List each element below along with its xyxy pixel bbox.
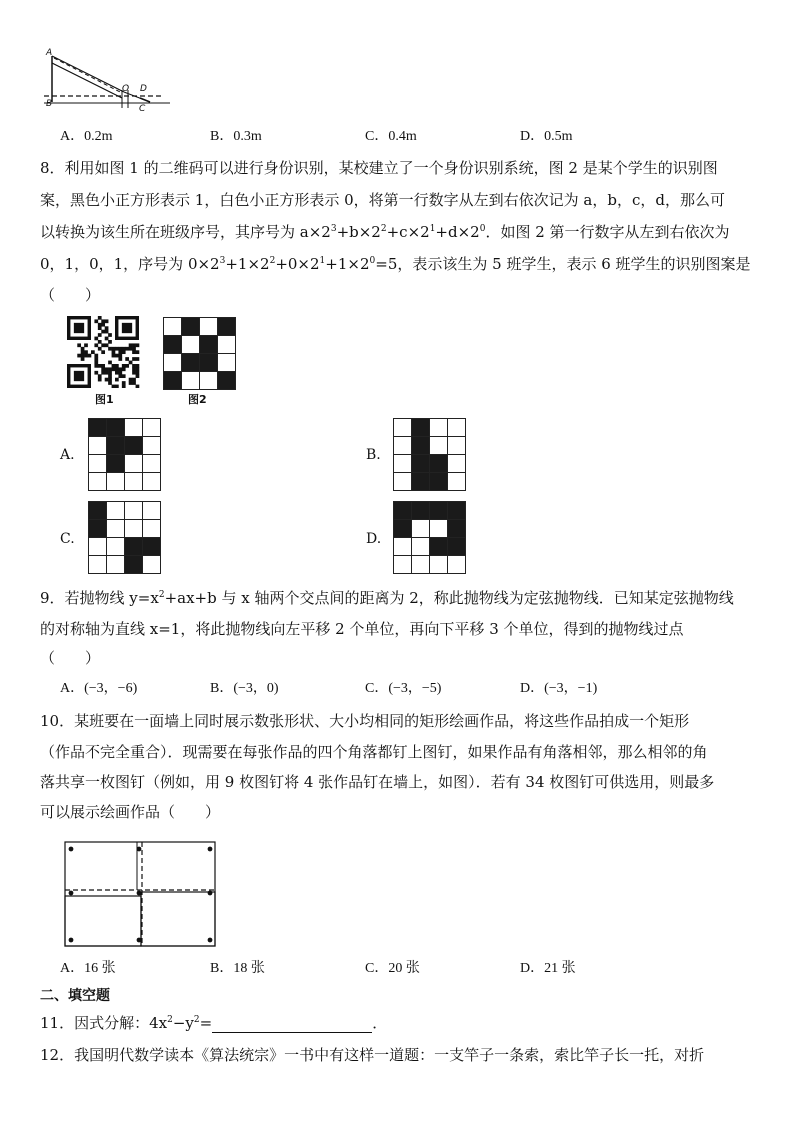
pattern-cell	[430, 473, 447, 490]
pattern-cell	[125, 538, 142, 555]
q7-option-d[interactable]: D．0.5m	[520, 129, 573, 144]
pattern-cell	[412, 473, 429, 490]
pattern-cell	[448, 473, 465, 490]
pattern-cell	[448, 455, 465, 472]
pattern-cell	[164, 372, 181, 389]
pattern-cell	[107, 437, 124, 454]
pattern-cell	[412, 437, 429, 454]
fig2-pattern-grid	[163, 317, 236, 390]
pattern-cell	[89, 419, 106, 436]
pattern-cell	[125, 556, 142, 573]
q7-label-D: D	[140, 84, 147, 94]
pattern-cell	[107, 556, 124, 573]
q8-line-1: 8．利用如图 1 的二维码可以进行身份识别，某校建立了一个身份识别系统，图 2 是某个学生的识别图	[40, 159, 718, 177]
pattern-cell	[412, 455, 429, 472]
q11-answer-blank[interactable]	[212, 1018, 372, 1033]
pattern-cell	[89, 520, 106, 537]
q10-line-4: 可以展示绘画作品（ ）	[40, 803, 221, 821]
q7-figure	[42, 46, 172, 118]
pattern-cell	[89, 473, 106, 490]
pattern-cell	[448, 538, 465, 555]
q10-option-c[interactable]: C．20 张	[365, 961, 420, 976]
q10-pinned-artworks-figure	[60, 838, 224, 950]
q10-line-1: 10．某班要在一面墙上同时展示数张形状、大小均相同的矩形绘画作品，将这些作品拍成一个矩形	[40, 712, 690, 730]
pattern-cell	[143, 520, 160, 537]
q8-option-b-grid[interactable]	[393, 418, 466, 491]
pattern-cell	[448, 502, 465, 519]
pattern-cell	[200, 336, 217, 353]
q8-option-d-label[interactable]: D.	[366, 531, 382, 547]
pattern-cell	[125, 520, 142, 537]
pattern-cell	[448, 437, 465, 454]
pattern-cell	[412, 419, 429, 436]
pattern-cell	[182, 336, 199, 353]
pattern-cell	[448, 520, 465, 537]
q7-option-c[interactable]: C．0.4m	[365, 129, 417, 144]
q7-label-C: C	[139, 104, 146, 114]
pattern-cell	[430, 455, 447, 472]
q9-line-1: 9．若抛物线 $y=x^2+ax+b$ 与 x 轴两个交点间的距离为 2，称此抛物线为定弦抛物线．已知某定弦抛物线	[40, 589, 734, 607]
pattern-cell	[125, 455, 142, 472]
q8-option-b-label[interactable]: B.	[366, 447, 381, 463]
q10-option-d[interactable]: D．21 张	[520, 961, 576, 976]
q8-line-2: 案，黑色小正方形表示 1，白色小正方形表示 0，将第一行数字从左到右依次记为 a，b，c，d，那么可	[40, 191, 725, 209]
fig2-caption: 图2	[188, 393, 207, 406]
pattern-cell	[412, 556, 429, 573]
pattern-cell	[107, 502, 124, 519]
pattern-cell	[107, 455, 124, 472]
pattern-cell	[182, 354, 199, 371]
pattern-cell	[394, 502, 411, 519]
pattern-cell	[430, 520, 447, 537]
pattern-cell	[125, 437, 142, 454]
pattern-cell	[394, 538, 411, 555]
q9-option-a[interactable]: A．(−3，−6)	[60, 681, 138, 696]
fig1-caption: 图1	[95, 393, 114, 406]
pattern-cell	[430, 419, 447, 436]
pattern-cell	[412, 520, 429, 537]
pattern-cell	[218, 318, 235, 335]
pattern-cell	[430, 538, 447, 555]
pattern-cell	[394, 419, 411, 436]
q8-option-c-grid[interactable]	[88, 501, 161, 574]
q7-label-O: O	[122, 84, 130, 94]
section-title-fill-in: 二、填空题	[40, 988, 110, 1004]
pattern-cell	[200, 354, 217, 371]
pattern-cell	[125, 473, 142, 490]
q7-label-B: B	[46, 99, 53, 109]
q10-line-2: （作品不完全重合）．现需要在每张作品的四个角落都钉上图钉，如果作品有角落相邻，那么相邻的角	[40, 743, 708, 761]
pattern-cell	[164, 318, 181, 335]
pattern-cell	[182, 372, 199, 389]
pattern-cell	[89, 538, 106, 555]
pattern-cell	[164, 336, 181, 353]
pattern-cell	[430, 556, 447, 573]
q10-line-3: 落共享一枚图钉（例如，用 9 枚图钉将 4 张作品钉在墙上，如图）．若有 34 枚图钉可供选用，则最多	[40, 773, 715, 791]
q10-option-b[interactable]: B．18 张	[210, 961, 265, 976]
pattern-cell	[200, 372, 217, 389]
pattern-cell	[89, 502, 106, 519]
pattern-cell	[430, 502, 447, 519]
pattern-cell	[394, 455, 411, 472]
pattern-cell	[125, 419, 142, 436]
pattern-cell	[143, 437, 160, 454]
q8-option-d-grid[interactable]	[393, 501, 466, 574]
q10-option-a[interactable]: A．16 张	[60, 961, 116, 976]
pattern-cell	[143, 538, 160, 555]
q9-line-2: 的对称轴为直线 x=1，将此抛物线向左平移 2 个单位，再向下平移 3 个单位，得到的抛物线过点	[40, 620, 684, 638]
pattern-cell	[143, 419, 160, 436]
q11-line: 11．因式分解：$4x^2-y^2=$ ．	[40, 1014, 388, 1032]
pattern-cell	[143, 556, 160, 573]
pattern-cell	[200, 318, 217, 335]
pattern-cell	[394, 520, 411, 537]
q7-label-A: A	[46, 48, 53, 58]
q9-answer-bracket: （ ）	[40, 649, 101, 667]
pattern-cell	[394, 556, 411, 573]
pattern-cell	[218, 372, 235, 389]
pattern-cell	[412, 538, 429, 555]
pattern-cell	[107, 419, 124, 436]
pattern-cell	[448, 419, 465, 436]
pattern-cell	[430, 437, 447, 454]
qr-code-image	[67, 316, 143, 388]
pattern-cell	[89, 556, 106, 573]
pattern-cell	[182, 318, 199, 335]
pattern-cell	[107, 473, 124, 490]
pattern-cell	[394, 473, 411, 490]
q8-option-a-label[interactable]: A.	[60, 447, 75, 463]
q9-option-d[interactable]: D．(−3，−1)	[520, 681, 598, 696]
q8-answer-bracket: （ ）	[40, 286, 101, 304]
q9-option-b[interactable]: B．(−3，0)	[210, 681, 279, 696]
q8-line-4: 0，1，0，1，序号为 $0\times 2^3+1\times 2^2+0\times 2^1+1\times 2^0=5$，表示该生为 5 班学生，表示 6 班学生的识别图案是	[40, 255, 751, 273]
q9-option-c[interactable]: C．(−3，−5)	[365, 681, 442, 696]
q12-line-1: 12．我国明代数学读本《算法统宗》一书中有这样一道题：一支竿子一条索，索比竿子长一托，对折	[40, 1046, 705, 1064]
pattern-cell	[107, 520, 124, 537]
pattern-cell	[164, 354, 181, 371]
pattern-cell	[143, 473, 160, 490]
q8-option-a-grid[interactable]	[88, 418, 161, 491]
q8-line-3: 以转换为该生所在班级序号，其序号为 $a\times 2^3+b\times 2^2+c\times 2^1+d\times 2^0$．如图 2 第一行数字从左到右依次为	[40, 223, 730, 241]
pattern-cell	[107, 538, 124, 555]
pattern-cell	[218, 354, 235, 371]
q8-option-c-label[interactable]: C.	[60, 531, 75, 547]
pattern-cell	[143, 455, 160, 472]
pattern-cell	[143, 502, 160, 519]
q7-option-a[interactable]: A．0.2m	[60, 129, 113, 144]
pattern-cell	[448, 556, 465, 573]
pattern-cell	[218, 336, 235, 353]
q7-option-b[interactable]: B．0.3m	[210, 129, 262, 144]
pattern-cell	[89, 455, 106, 472]
pattern-cell	[125, 502, 142, 519]
pattern-cell	[394, 437, 411, 454]
pattern-cell	[89, 437, 106, 454]
pattern-cell	[412, 502, 429, 519]
